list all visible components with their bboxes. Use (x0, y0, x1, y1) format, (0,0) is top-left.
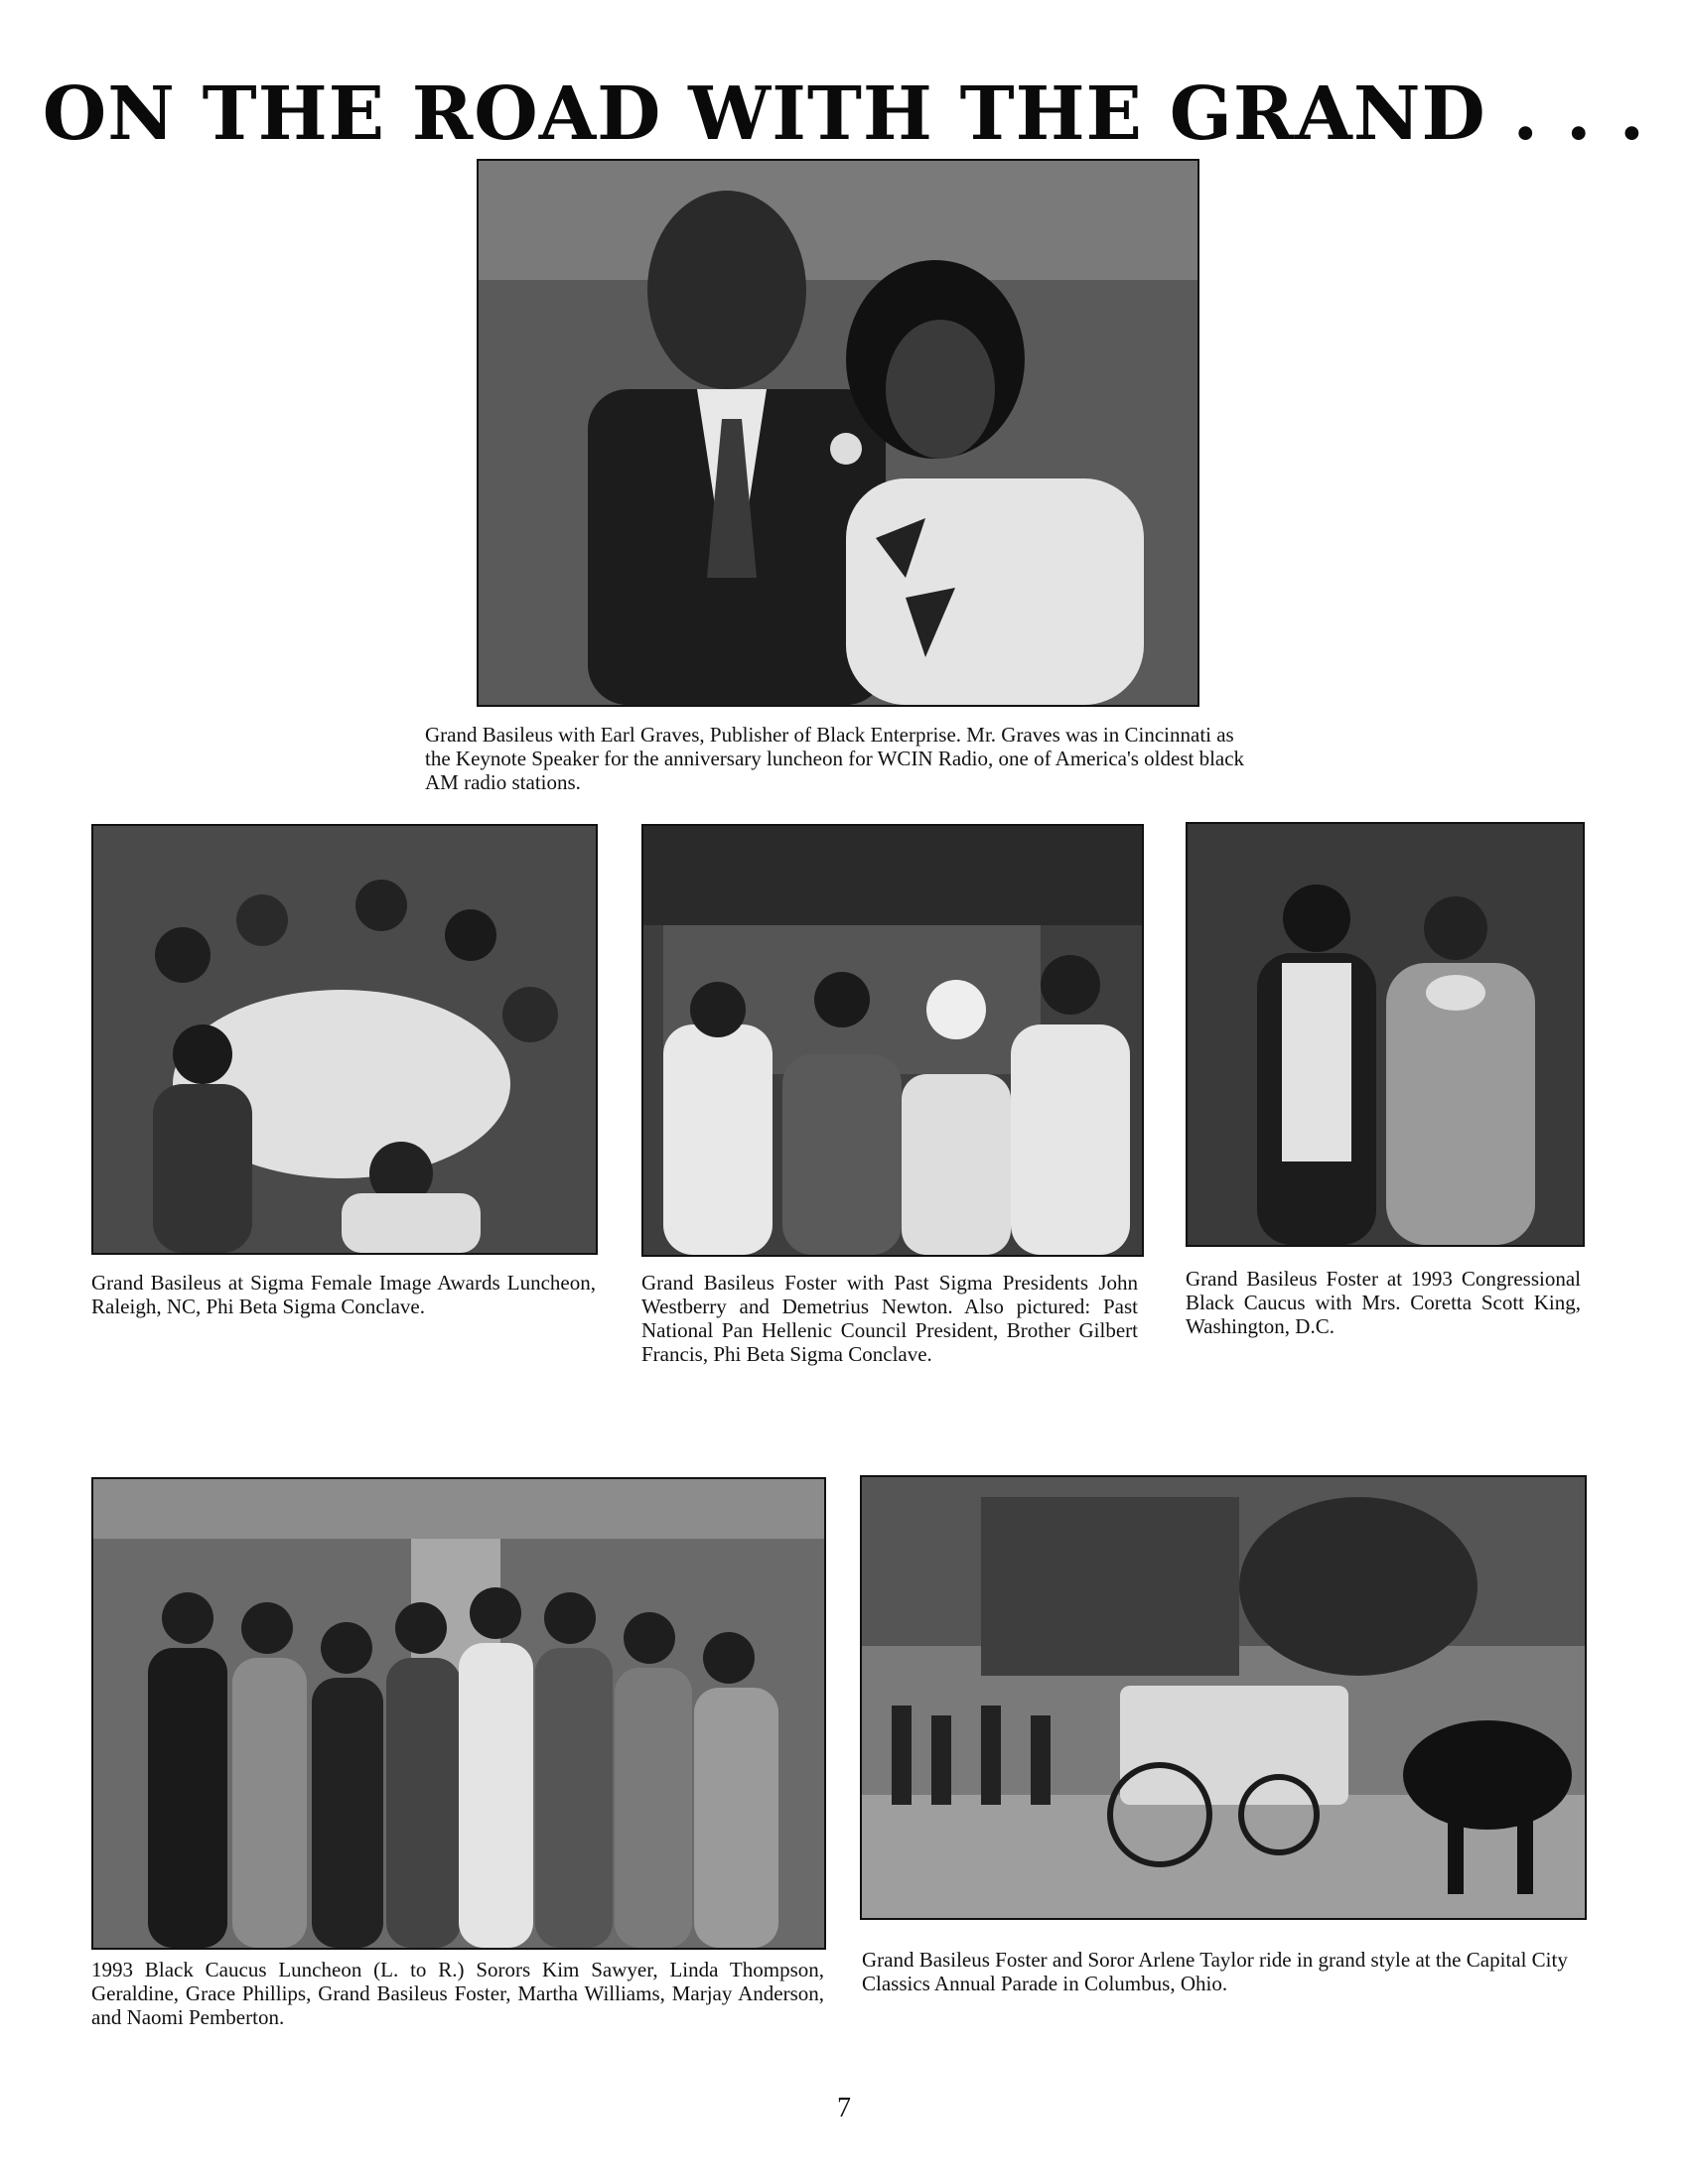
photo-past-presidents (641, 824, 1144, 1257)
caption-raleigh-luncheon: Grand Basileus at Sigma Female Image Awards Luncheon, Raleigh, NC, Phi Beta Sigma Conclave. (91, 1271, 596, 1318)
photo-raleigh-luncheon (91, 824, 598, 1255)
caption-black-caucus-luncheon: 1993 Black Caucus Luncheon (L. to R.) Sorors Kim Sawyer, Linda Thompson, Geraldine, Grace Phillips, Grand Basileus Foster, Martha Williams, Marjay Anderson, and Naomi Pemberton. (91, 1958, 824, 2029)
page-title: ON THE ROAD WITH THE GRAND . . . (42, 71, 1646, 157)
photo-earl-graves (477, 159, 1199, 707)
page-number: 7 (837, 2093, 851, 2123)
caption-past-presidents: Grand Basileus Foster with Past Sigma Presidents John Westberry and Demetrius Newton. Also pictured: Past National Pan Hellenic Council President, Brother Gilbert Francis, Phi Beta Sigma Conclave. (641, 1271, 1138, 1366)
photo-columbus-parade (860, 1475, 1587, 1920)
caption-coretta-scott-king: Grand Basileus Foster at 1993 Congressional Black Caucus with Mrs. Coretta Scott King, Washington, D.C. (1186, 1267, 1581, 1338)
photo-black-caucus-luncheon (91, 1477, 826, 1950)
caption-columbus-parade: Grand Basileus Foster and Soror Arlene Taylor ride in grand style at the Capital City Classics Annual Parade in Columbus, Ohio. (862, 1948, 1568, 1995)
photo-coretta-scott-king (1186, 822, 1585, 1247)
caption-earl-graves: Grand Basileus with Earl Graves, Publisher of Black Enterprise. Mr. Graves was in Cincinnati as the Keynote Speaker for the anniversary luncheon for WCIN Radio, one of America's oldest black AM radio stations. (425, 723, 1245, 794)
